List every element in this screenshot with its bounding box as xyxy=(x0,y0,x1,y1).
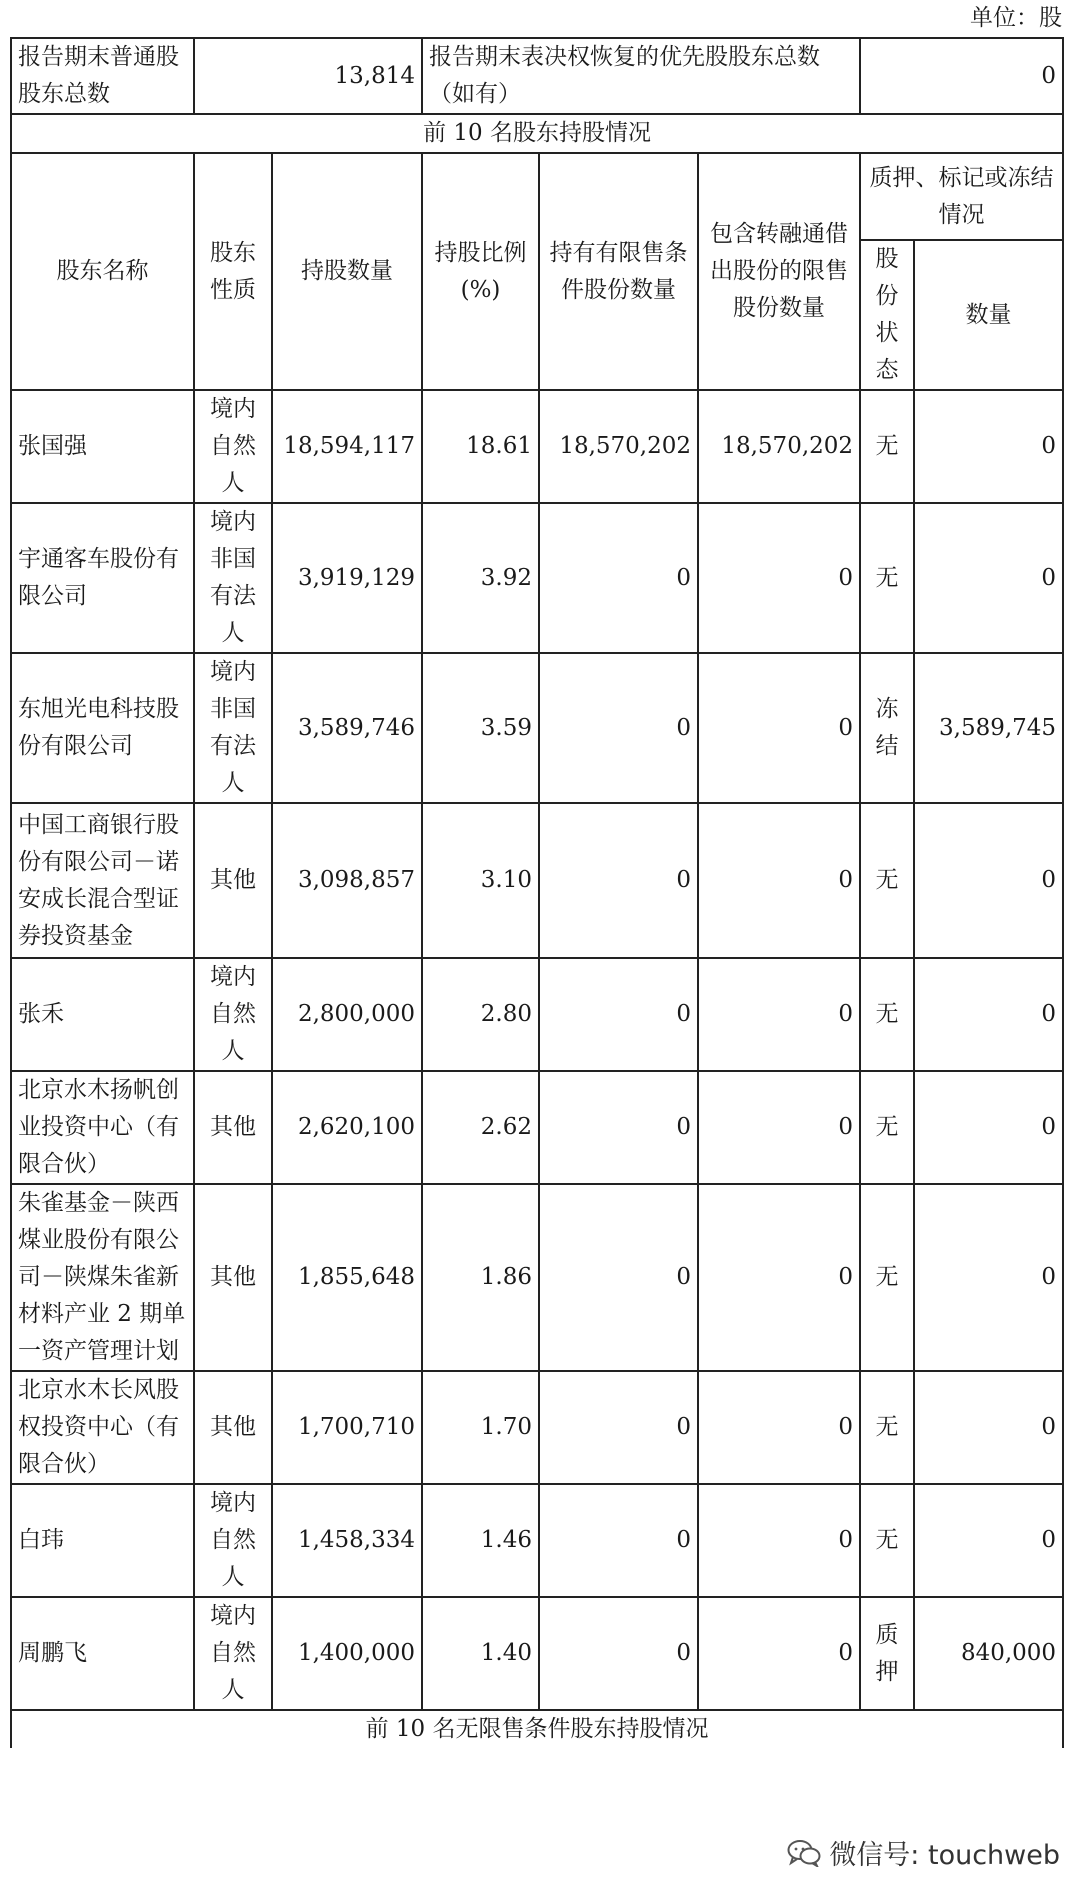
cell-quantity: 1,855,648 xyxy=(272,1184,422,1371)
table-row xyxy=(11,803,1063,958)
cell-quantity: 18,594,117 xyxy=(272,390,422,503)
cell-amount: 0 xyxy=(914,1484,1063,1597)
cell-name: 北京水木长风股权投资中心（有限合伙） xyxy=(11,1371,194,1484)
cell-ratio: 18.61 xyxy=(422,390,539,503)
header-status-text: 股份状态 xyxy=(875,246,899,383)
cell-nature-text: 其他 xyxy=(209,867,256,893)
cell-ratio: 3.92 xyxy=(422,503,539,653)
table-row xyxy=(11,1184,1063,1371)
header-ratio: 持股比例(%) xyxy=(422,153,539,390)
cell-quantity: 2,800,000 xyxy=(272,958,422,1071)
cell-ratio: 3.59 xyxy=(422,653,539,803)
cell-restricted: 0 xyxy=(539,1371,698,1484)
footer-title: 前 10 名无限售条件股东持股情况 xyxy=(11,1710,1063,1748)
cell-nature xyxy=(194,1371,272,1484)
cell-name: 北京水木扬帆创业投资中心（有限合伙） xyxy=(11,1071,194,1184)
cell-restricted: 0 xyxy=(539,803,698,958)
section-title: 前 10 名股东持股情况 xyxy=(11,114,1063,153)
cell-ratio: 1.86 xyxy=(422,1184,539,1371)
cell-status-text: 冻结 xyxy=(875,696,899,759)
cell-nature xyxy=(194,803,272,958)
cell-lending: 0 xyxy=(698,1071,860,1184)
cell-amount: 0 xyxy=(914,803,1063,958)
shareholder-table xyxy=(10,37,1064,1748)
section-title-row xyxy=(11,114,1063,153)
cell-lending: 0 xyxy=(698,1184,860,1371)
cell-name: 张禾 xyxy=(11,958,194,1071)
cell-restricted: 0 xyxy=(539,1484,698,1597)
footer-title-row xyxy=(11,1710,1063,1748)
cell-restricted: 18,570,202 xyxy=(539,390,698,503)
cell-status xyxy=(860,958,914,1071)
cell-lending: 18,570,202 xyxy=(698,390,860,503)
cell-nature-text: 境内非国有法人 xyxy=(209,509,256,646)
cell-status xyxy=(860,803,914,958)
cell-quantity: 3,589,746 xyxy=(272,653,422,803)
cell-quantity: 3,098,857 xyxy=(272,803,422,958)
cell-nature xyxy=(194,1597,272,1710)
cell-name: 朱雀基金－陕西煤业股份有限公司－陕煤朱雀新材料产业 2 期单一资产管理计划 xyxy=(11,1184,194,1371)
cell-nature xyxy=(194,1184,272,1371)
cell-ratio: 1.46 xyxy=(422,1484,539,1597)
summary-row xyxy=(11,38,1063,114)
cell-nature xyxy=(194,1484,272,1597)
common-holders-label: 报告期末普通股股东总数 xyxy=(11,38,194,114)
cell-nature-text: 境内自然人 xyxy=(209,964,256,1064)
cell-status-text: 无 xyxy=(875,1264,899,1290)
cell-restricted: 0 xyxy=(539,653,698,803)
header-quantity: 持股数量 xyxy=(272,153,422,390)
header-pledge-group: 质押、标记或冻结情况 xyxy=(860,153,1063,240)
cell-status-text: 无 xyxy=(875,433,899,459)
watermark xyxy=(787,1833,1060,1872)
cell-restricted: 0 xyxy=(539,503,698,653)
cell-nature-text: 境内自然人 xyxy=(209,1603,256,1703)
header-amount: 数量 xyxy=(914,240,1063,390)
cell-status xyxy=(860,1597,914,1710)
cell-lending: 0 xyxy=(698,958,860,1071)
cell-nature-text: 其他 xyxy=(209,1114,256,1140)
cell-status-text: 无 xyxy=(875,1414,899,1440)
cell-amount: 0 xyxy=(914,958,1063,1071)
cell-status xyxy=(860,1071,914,1184)
cell-amount: 0 xyxy=(914,1184,1063,1371)
cell-restricted: 0 xyxy=(539,1597,698,1710)
table-row xyxy=(11,1371,1063,1484)
cell-amount: 0 xyxy=(914,390,1063,503)
wechat-icon xyxy=(787,1839,821,1867)
cell-lending: 0 xyxy=(698,653,860,803)
header-row-1 xyxy=(11,153,1063,240)
cell-status xyxy=(860,390,914,503)
cell-lending: 0 xyxy=(698,1371,860,1484)
table-row xyxy=(11,503,1063,653)
header-lending: 包含转融通借出股份的限售股份数量 xyxy=(698,153,860,390)
table-row xyxy=(11,653,1063,803)
cell-amount: 0 xyxy=(914,1371,1063,1484)
cell-status-text: 无 xyxy=(875,1527,899,1553)
cell-status-text: 无 xyxy=(875,1001,899,1027)
unit-label: 单位：股 xyxy=(970,5,1062,31)
cell-name: 周鹏飞 xyxy=(11,1597,194,1710)
cell-amount: 0 xyxy=(914,503,1063,653)
cell-status xyxy=(860,1371,914,1484)
common-holders-value: 13,814 xyxy=(194,38,422,114)
cell-nature xyxy=(194,958,272,1071)
cell-quantity: 1,400,000 xyxy=(272,1597,422,1710)
header-name: 股东名称 xyxy=(11,153,194,390)
preferred-holders-label: 报告期末表决权恢复的优先股股东总数（如有） xyxy=(422,38,860,114)
cell-name: 东旭光电科技股份有限公司 xyxy=(11,653,194,803)
cell-ratio: 1.40 xyxy=(422,1597,539,1710)
cell-nature-text: 其他 xyxy=(209,1264,256,1290)
cell-status-text: 无 xyxy=(875,1114,899,1140)
cell-lending: 0 xyxy=(698,1484,860,1597)
cell-lending: 0 xyxy=(698,803,860,958)
cell-ratio: 2.80 xyxy=(422,958,539,1071)
cell-nature-text: 境内非国有法人 xyxy=(209,659,256,796)
header-status xyxy=(860,240,914,390)
cell-quantity: 3,919,129 xyxy=(272,503,422,653)
table-row xyxy=(11,390,1063,503)
cell-quantity: 1,700,710 xyxy=(272,1371,422,1484)
cell-restricted: 0 xyxy=(539,1071,698,1184)
cell-quantity: 2,620,100 xyxy=(272,1071,422,1184)
cell-ratio: 1.70 xyxy=(422,1371,539,1484)
cell-amount: 0 xyxy=(914,1071,1063,1184)
cell-status-text: 质押 xyxy=(875,1621,899,1685)
cell-nature xyxy=(194,1071,272,1184)
cell-status xyxy=(860,1184,914,1371)
watermark-text: 微信号: touchweb xyxy=(829,1840,1060,1871)
cell-amount: 3,589,745 xyxy=(914,653,1063,803)
cell-nature xyxy=(194,390,272,503)
header-nature: 股东性质 xyxy=(194,153,272,390)
cell-quantity: 1,458,334 xyxy=(272,1484,422,1597)
cell-lending: 0 xyxy=(698,503,860,653)
cell-nature xyxy=(194,503,272,653)
cell-nature-text: 境内自然人 xyxy=(209,396,256,496)
cell-status-text: 无 xyxy=(875,867,899,893)
cell-name: 张国强 xyxy=(11,390,194,503)
cell-restricted: 0 xyxy=(539,958,698,1071)
table-row xyxy=(11,1071,1063,1184)
cell-restricted: 0 xyxy=(539,1184,698,1371)
cell-status-text: 无 xyxy=(875,564,899,591)
cell-lending: 0 xyxy=(698,1597,860,1710)
header-restricted: 持有有限售条件股份数量 xyxy=(539,153,698,390)
cell-ratio: 2.62 xyxy=(422,1071,539,1184)
table-row xyxy=(11,1597,1063,1710)
cell-name: 白玮 xyxy=(11,1484,194,1597)
preferred-holders-value: 0 xyxy=(860,38,1063,114)
cell-ratio: 3.10 xyxy=(422,803,539,958)
cell-name: 中国工商银行股份有限公司－诺安成长混合型证券投资基金 xyxy=(11,803,194,958)
table-row xyxy=(11,1484,1063,1597)
cell-nature-text: 境内自然人 xyxy=(209,1490,256,1590)
cell-nature-text: 其他 xyxy=(209,1414,256,1440)
cell-name: 宇通客车股份有限公司 xyxy=(11,503,194,653)
cell-nature xyxy=(194,653,272,803)
cell-status xyxy=(860,1484,914,1597)
cell-status xyxy=(860,503,914,653)
cell-status xyxy=(860,653,914,803)
cell-amount: 840,000 xyxy=(914,1597,1063,1710)
table-row xyxy=(11,958,1063,1071)
